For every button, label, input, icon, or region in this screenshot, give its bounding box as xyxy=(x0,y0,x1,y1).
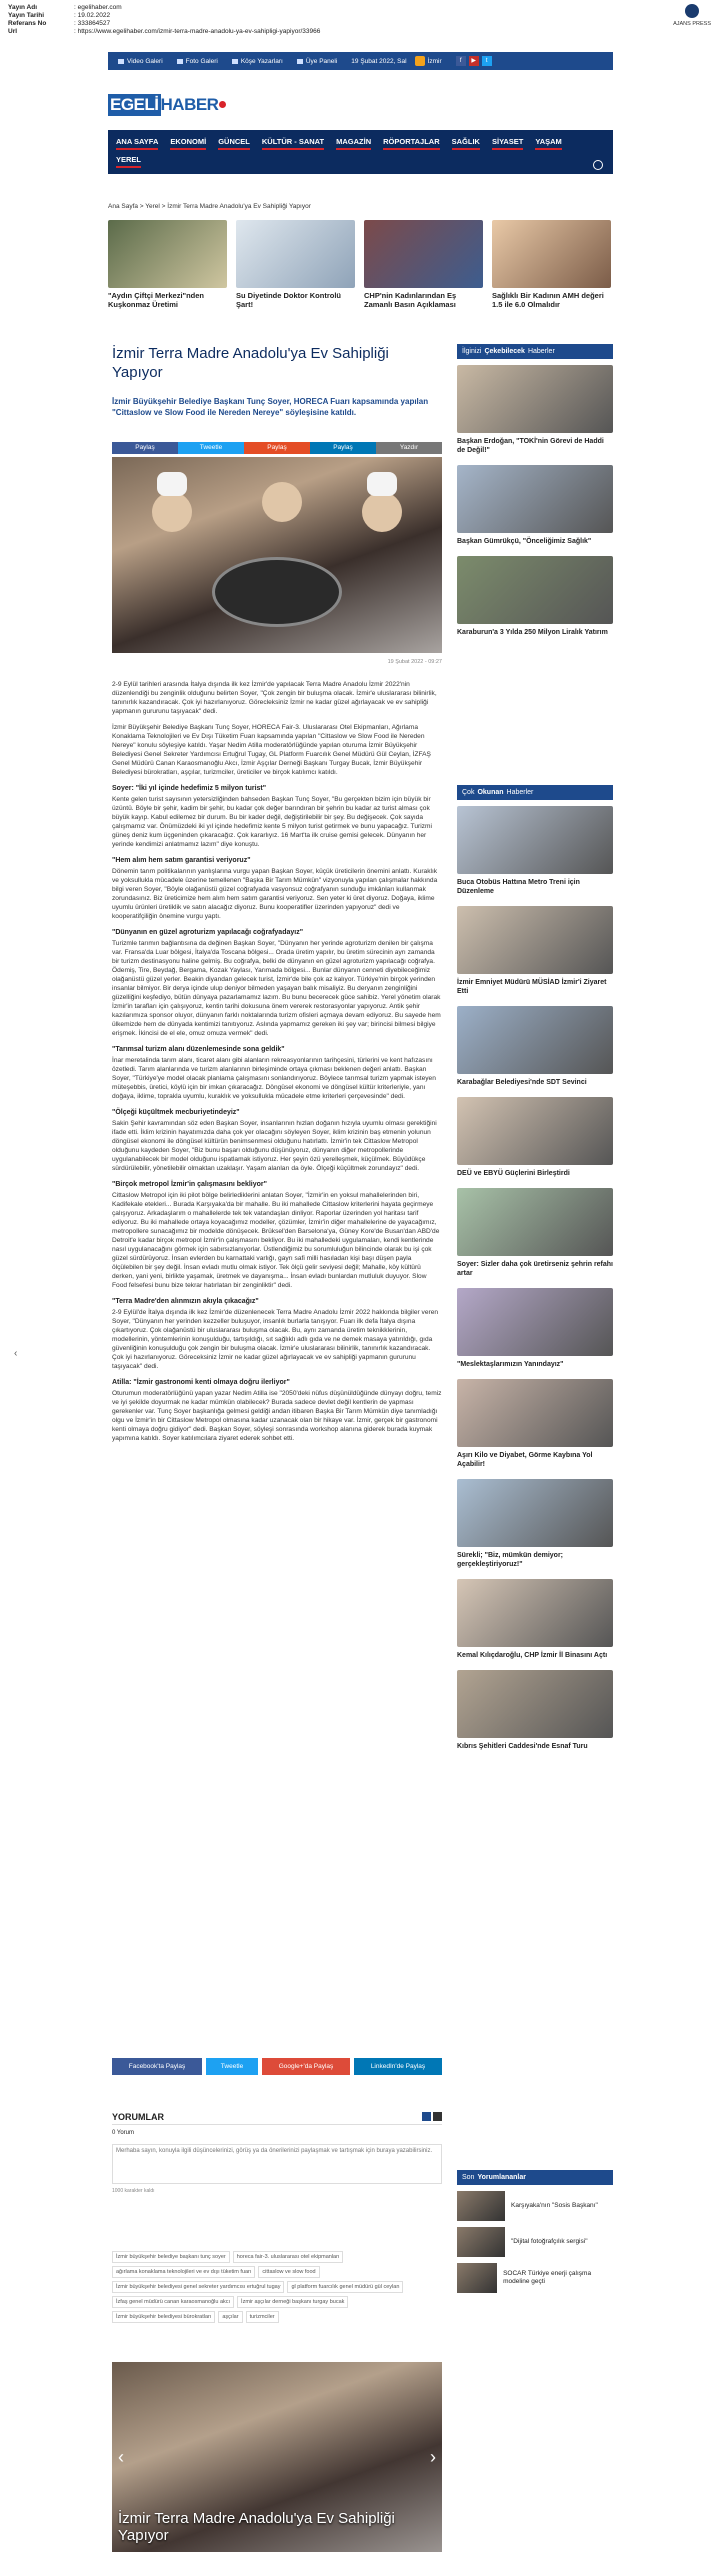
sidebar-header: Son Yorumlananlar xyxy=(457,2170,613,2185)
nav-item[interactable]: MAGAZİN xyxy=(336,137,371,150)
paragraph: Turizmle tarımın bağlantısına da değinen Başkan Soyer, "Dünyanın her yerinde agroturizm denilen bir çalışma var. Fransa'da Luar bölgesi, İtalya'da Toscana bölgesi... Orada üretim yapılır, bu üretim sürecinin ayrı zamanda bir turizm destinasyonu haline gelmiş. Bu coğrafya, belki de dünyanın en güzel agroturizm yapılacağı coğrafya. Ödemiş, Tire, Beydağ, Bergama, Kozak Yaylası, Yarımada bölgesi... Bunlar dünyanın cenneti diyebileceğimiz olağanüstü güzel yerler. Beakin diyandan gelecek turist, İzmir'de bile çok az kalıyor. Türkiye'nin birçok yerinden insanlar bilmiyor. Bir derya içinde ulup deniyor bilmeden yaşayan balık misaliyiz. Bu deryanın zenginliğini güzelliğini keşfediyo, bütün dünyaya pazarlamamız lazım. Bu bunu becerecek güce sahibiz. Yerel yönetim olarak İzmir'in tarafları için çalışıyoruz, kentin tarihi dokusuna önem vererek restorasyonlar yapıyoruz. Antik şehir kazılarımıza sponsor oluyor, dünyanın farklı noktalarında turizm ofisleri açmaya devam ediyoruz. Bu sayede hem ülkemizde hem de dünyada kentimizi tanıtıyoruz. Aslında yapmamız gereken iki şey var; birincisi bilmesi bilgiye erişmek. İkincisi de el ele, omuz omuza vermek" dedi. xyxy=(112,940,441,1037)
logo-text-haber: HABER xyxy=(160,94,219,114)
sidebar-most-read xyxy=(457,785,613,1761)
nav-item[interactable]: KÜLTÜR - SANAT xyxy=(262,137,324,150)
nav-item[interactable]: SİYASET xyxy=(492,137,523,150)
facebook-icon[interactable]: f xyxy=(456,56,466,66)
paragraph: 2-9 Eylül'de İtalya dışında ilk kez İzmir'de düzenlenecek Terra Madre Anadolu İzmir 2022 hakkında bilgiler veren Soyer, "Dünyanın her yerinden kezzeller buluşuyor, insanlık burlarla tanışıyor. Fuarı ilk defa İtalya dışına çıkartıyoruz. Çok olağanüstü bir uluslararası buluşma olacak. Bu, aynı zamanda üretim teknikklerinin, modellerinin, yöntemlerinin konuşulduğu, tartışıldığı, sıt sağlıklı adlı gıda ve ne demek masaya yatırıldığı, gıda güvenliğinin konuşulduğu çok zengin bir buluşma olacak. İzmir'e uluslararası bilinirlik, tanınırlık kazandıracak. Çok iyi hazırlanıyoruz. Göreceksiniz İzmir ne kadar güzel ağırlayacak ve ev sahipliği yapmanın gururunu taşıyacak" dedi. xyxy=(112,1309,439,1370)
article-body xyxy=(112,680,442,1450)
search-icon[interactable] xyxy=(593,160,603,170)
comments-title: YORUMLAR xyxy=(112,2112,164,2122)
sidebar-news-title: Başkan Gümrükçü, "Önceliğimiz Sağlık" xyxy=(457,538,592,545)
sidebar-news-image xyxy=(457,556,613,624)
current-date: 19 Şubat 2022, Sal xyxy=(351,57,407,65)
sidebar-news-image xyxy=(457,1670,613,1738)
sidebar-header: Çok Okunan Haberler xyxy=(457,785,613,800)
news-card[interactable] xyxy=(236,220,355,309)
site-logo[interactable] xyxy=(108,82,613,127)
last-commented-item[interactable] xyxy=(457,2191,613,2221)
article-date: 19 Şubat 2022 - 09:27 xyxy=(387,659,442,665)
sidebar-news-image xyxy=(457,1379,613,1447)
tag[interactable]: İzfaş genel müdürü canan karaosmanoğlu akcı xyxy=(112,2296,234,2308)
bottom-share-button[interactable]: Google+'da Paylaş xyxy=(262,2058,350,2075)
nav-item[interactable]: YEREL xyxy=(116,155,141,168)
tag[interactable]: İzmir büyükşehir belediyesi genel sekreter yardımcısı ertuğrul tugay xyxy=(112,2281,284,2293)
paragraph: Oturumun moderatörlüğünü yapan yazar Nedim Atilla ise "2050'deki nüfus düşünüldüğünde dünyayı doğru, temiz ve iyi şekilde doyurmak ne kadar mümkün olabilecek? Burada sadece devlet değil kentlerin de yapması gerekenler var. Tunç Soyer başkanlığa gelmesi geldiği andan itibaren Başka Bir Tarım Mümkün diye tanımladığı olgu ve İzmir'in bir Cittaslow Metropol olmasına kadar uzanacak olan bir hikaye var. İzmir, gerçek bir gastronomi kenti olmaya doğru gidiyor" dedi. Başkan Soyer, söyleşi sonrasında workshop alanına giderek burada kuymak yapımına katıldı. Soyer katılımcılara ziyaret ederek sohbet etti. xyxy=(112,1390,442,1442)
meta-value: : egelihaber.com xyxy=(74,4,122,11)
news-card-image xyxy=(364,220,483,288)
chef-hat xyxy=(157,472,187,496)
sidebar-news-image xyxy=(457,465,613,533)
share-button[interactable]: Paylaş xyxy=(244,442,310,454)
news-card-image xyxy=(236,220,355,288)
meta-row xyxy=(8,4,713,12)
tag-list xyxy=(112,2251,412,2323)
meta-key: Yayın Adı xyxy=(8,4,38,11)
user-icon xyxy=(297,59,303,64)
sidebar-news-item[interactable] xyxy=(457,1479,613,1569)
last-commented-item[interactable] xyxy=(457,2263,613,2293)
agency-name: AJANS PRESS xyxy=(673,21,711,27)
tag[interactable]: cittaslow ve slow food xyxy=(258,2266,319,2278)
sidebar-news-item[interactable] xyxy=(457,1579,613,1660)
sidebar-news-title: Sürekli; "Biz, mümkün demiyor; gerçekleştiriyoruz!" xyxy=(457,1552,564,1568)
tag[interactable]: horeca fair-3. uluslararası otel ekipmanları xyxy=(233,2251,344,2263)
sidebar-news-image xyxy=(457,906,613,974)
last-commented-item[interactable] xyxy=(457,2227,613,2257)
paragraph: Cittaslow Metropol için iki pilot bölge belirlediklerini anlatan Soyer, "İzmir'in en yoksul mahallelerinden biri, Kadifekale etekleri... Burada Karşıyaka'da bir mahalle. Bu iki mahallede Cittaslow kriterlerini hayata geçirmeye çalışıyoruz. Arkadaşlarım o mahallelerde tek tek vatandaşları dinliyor. Raporlar üzerinden yol haritası tarif ediyoruz. Bu iki mahallede ortaya koyacağımız modeller, çözümler, İzmir'in diğer mahallelerine de yayacağımız, metropollere sunacağımız bir modelde dönüşecek. Brüksel'den Barselona'ya, Güney Kore'de Busan'dan ABD'de Detroit'e kadar birçok metropol İzmir'in çalışmasını bekliyor. Bu iki mahalledeki uygulamaları, kendi kentlerinde nasıl uygulanacağını görmek için sabırsızlanıyorlar. Üstlendiğimiz bu sorumluluğun bilincinde olarak bu işi çok güzel sürdürüyoruz. İnsan evlerden bu karnattaki varlığı, gayrı safi milli hasıladan kişi başı düşen payla ölçülebilen bir şey değil. İnsan evladı mutlu olmak istiyor. Tek ölçü gelir seviyesi değil; Mahalle, köy kültürü derken, yani yeni, birlikte yaşamak, üretmek ve dayanışma... İnsan evladı bunlardan mutluluk duyuyor. Slow Food felsefesi bunu bize tekrar hatırlatan bir zenginliktir" dedi. xyxy=(112,1192,440,1289)
slider-caption[interactable]: İzmir Terra Madre Anadolu'ya Ev Sahipliği Yapıyor xyxy=(118,2510,395,2544)
article-hero-image xyxy=(112,457,442,653)
person-figure xyxy=(152,492,192,532)
news-card-image xyxy=(492,220,611,288)
sidebar-news-item[interactable] xyxy=(457,556,613,637)
meta-value: : https://www.egelihaber.com/izmir-terra-madre-anadolu-ya-ev-sahipligi-yapiyor/33966 xyxy=(74,28,321,35)
chevron-left-icon[interactable]: ‹ xyxy=(118,2447,124,2467)
sidebar-news-title: Buca Otobüs Hattına Metro Treni için Düzenleme xyxy=(457,879,580,895)
cooking-pan xyxy=(212,557,342,627)
bottom-share-button[interactable]: LinkedIn'de Paylaş xyxy=(354,2058,442,2075)
last-commented-title: "Dijital fotoğrafçılık sergisi" xyxy=(511,2238,588,2245)
share-bar xyxy=(112,442,442,454)
tag[interactable]: ağırlama konaklama teknolojileri ve ev dışı tüketim fuarı xyxy=(112,2266,255,2278)
press-meta xyxy=(0,0,721,48)
share-button[interactable]: Tweetle xyxy=(178,442,244,454)
news-card-title: Su Diyetinde Doktor Kontrolü Şart! xyxy=(236,291,341,309)
video-icon xyxy=(118,59,124,64)
video-gallery-link[interactable]: Video Galeri xyxy=(118,58,163,65)
meta-value: : 333864527 xyxy=(74,20,111,27)
agency-logo-icon xyxy=(685,4,699,18)
sidebar-news-item[interactable] xyxy=(457,1670,613,1751)
sidebar-news-title: Kemal Kılıçdaroğlu, CHP İzmir İl Binasını Açtı xyxy=(457,1652,608,1659)
sidebar-news-title: Karaburun'a 3 Yılda 250 Milyon Liralık Yatırım xyxy=(457,629,608,636)
sidebar-news-title: Soyer: Sizler daha çok üretirseniz şehrin refahı artar xyxy=(457,1261,613,1277)
meta-value: : 19.02.2022 xyxy=(74,12,111,19)
bottom-share-button[interactable]: Facebook'ta Paylaş xyxy=(112,2058,202,2075)
sidebar-news-item[interactable] xyxy=(457,906,613,996)
sidebar-news-item[interactable] xyxy=(457,806,613,896)
nav-item[interactable]: SAĞLIK xyxy=(452,137,480,150)
meta-row xyxy=(8,28,713,36)
news-card-title: Sağlıklı Bir Kadının AMH değeri 1.5 ile 6.0 Olmalıdır xyxy=(492,291,604,309)
sidebar-last-commented xyxy=(457,2170,613,2293)
nav-item[interactable]: RÖPORTAJLAR xyxy=(383,137,440,150)
sun-icon xyxy=(415,56,425,66)
chevron-right-icon[interactable]: › xyxy=(430,2447,436,2467)
bottom-share-button[interactable]: Tweetle xyxy=(206,2058,258,2075)
sidebar-news-image xyxy=(457,1006,613,1074)
sidebar-news-image xyxy=(457,1288,613,1356)
section-heading: "Ölçeği küçültmek mecburiyetindeyiz" xyxy=(112,1109,240,1116)
sidebar-news-item[interactable] xyxy=(457,1288,613,1369)
meta-key: Yayın Tarihi xyxy=(8,12,45,19)
section-heading: "Terra Madre'den alınmızın akıyla çıkacağız" xyxy=(112,1298,259,1305)
sidebar-news-image xyxy=(457,1188,613,1256)
char-limit: 1000 karakter kaldı xyxy=(112,2188,155,2194)
article-title: İzmir Terra Madre Anadolu'ya Ev Sahipliği Yapıyor xyxy=(112,345,389,381)
share-button[interactable]: Paylaş xyxy=(112,442,178,454)
comments-section xyxy=(112,2112,442,2194)
news-card-image xyxy=(108,220,227,288)
section-heading: Atilla: "İzmir gastronomi kenti olmaya doğru ilerliyor" xyxy=(112,1379,290,1386)
sidebar-news-title: Kıbrıs Şehitleri Caddesi'nde Esnaf Turu xyxy=(457,1743,588,1750)
section-heading: Soyer: "İki yıl içinde hedefimiz 5 milyon turist" xyxy=(112,785,267,792)
paragraph: Dönemin tarım politikalarının yanlışlarına vurgu yapan Başkan Soyer, küçük üreticilerin önemini anlattı. Kuraklık ve yoksullukla mücadele üzerine temellenen "Başka Bir Tarım Mümkün" vizyonuyla yapılan çalışmalar hakkında bilgi veren Soyer, "Böyle olağanüstü güzel coğrafyada vasyonsuz coğrafyanın sunduğu imkânları kullanmak zorundasınız. Biz üreticimize hem alım hem satım garantisi veriyoruz. Sen yeter ki üret diyoruz. Doğaya, iklime uyumlu ürünleri üretiklik ve satın alacağız diyoruz. Bunu kooperatifler üzerinden yapıyoruz" dedi ve kooperatifçiliğin önemine vurgu yaptı. xyxy=(112,868,438,920)
sidebar-news-item[interactable] xyxy=(457,1379,613,1469)
twitter-icon[interactable]: t xyxy=(482,56,492,66)
last-commented-image xyxy=(457,2191,505,2221)
sidebar-news-image xyxy=(457,1479,613,1547)
sidebar-news-title: DEÜ ve EBYÜ Güçlerini Birleştirdi xyxy=(457,1170,570,1177)
tag[interactable]: İzmir büyükşehir belediyesi bürokratları xyxy=(112,2311,215,2323)
sidebar-news-title: Karabağlar Belediyesi'nde SDT Sevinci xyxy=(457,1079,587,1086)
paragraph: 2-9 Eylül tarihleri arasında İtalya dışında ilk kez İzmir'de yapılacak Terra Madre Anadolu İzmir 2022'nin düzenlendiği bu zenginlik olduğunu belirten Soyer, "Çok zengin bir buluşma olacak. İzmir'e uluslararası bilinirlik, tanınırlık kazandıracak. Çok iyi hazırlanıyoruz. Görecleksiniz İzmir ne kadar güzel ağırlayacak ve ev sahipliği yapmanın gururunu taşıyacak" dedi. xyxy=(112,681,437,715)
person-figure xyxy=(262,482,302,522)
meta-key: Url xyxy=(8,28,18,35)
youtube-icon[interactable]: ▶ xyxy=(469,56,479,66)
tag[interactable]: İzmir aşçılar derneği başkanı turgay bucak xyxy=(237,2296,348,2308)
facebook-icon[interactable] xyxy=(422,2112,431,2121)
section-heading: "Hem alım hem satım garantisi veriyoruz" xyxy=(112,857,251,864)
sidebar-news-image xyxy=(457,806,613,874)
bottom-slider xyxy=(112,2362,442,2552)
chevron-left-icon[interactable]: ‹ xyxy=(14,1348,18,1359)
sidebar-news-item[interactable] xyxy=(457,1097,613,1178)
article-spot: İzmir Büyükşehir Belediye Başkanı Tunç Soyer, HORECA Fuarı kapsamında yapılan "Cittaslow ve Slow Food ile Nereden Nereye" söyleşisine katıldı. xyxy=(112,397,429,417)
sidebar-news-item[interactable] xyxy=(457,1188,613,1278)
social-links xyxy=(456,56,492,66)
sidebar-header: İlginizi Çekebilecek Haberler xyxy=(457,344,613,359)
news-card[interactable] xyxy=(364,220,483,309)
last-commented-title: SOCAR Türkiye enerji çalışma modeline geçti xyxy=(503,2270,592,2285)
member-panel-link[interactable]: Üye Paneli xyxy=(297,58,337,65)
sidebar-interesting xyxy=(457,344,613,647)
news-card[interactable] xyxy=(492,220,611,309)
paragraph: Sakin Şehir kavramından söz eden Başkan Soyer, insanlarının hızlan doğanın hızıyla uyumlu olması gerektiğini ifade etti. İklim krizinin hayatımızda daha çok yer olacağını söyleyen Soyer, iklim krizinin baş etmenin yolunun döngüsel ekonomi ile döngüsel kültürün benimsenmesi olduğunu hatırlattı. İzmir'in tek Cittaslow Metropol olduğunu kaydeden Soyer, "Biz bunu başarı olduğunu düşünüyoruz, dünyanın diğer metropollerinde uygulanabilecek bir model olduğunu ispatlamak istiyoruz. Her şeyin özü yerelleşmek, küçülmek. Büyüdükçe sürdürülebilir, yönetilebilir olmaktan uzaklaşır. Yaşam alanları da öyle. Ölçeği küçültmek zorundayız" dedi. xyxy=(112,1120,437,1172)
last-commented-image xyxy=(457,2227,505,2257)
columnists-link[interactable]: Köşe Yazarları xyxy=(232,58,283,65)
sidebar-news-item[interactable] xyxy=(457,365,613,455)
nav-item[interactable]: EKONOMİ xyxy=(170,137,206,150)
nav-item[interactable]: GÜNCEL xyxy=(218,137,250,150)
sidebar-news-title: Başkan Erdoğan, "TOKİ'nin Görevi de Haddi de Değil!" xyxy=(457,438,604,454)
share-button[interactable]: Yazdır xyxy=(376,442,442,454)
comment-count: 0 Yorum xyxy=(112,2130,135,2136)
meta-key: Referans No xyxy=(8,20,47,27)
last-commented-title: Karşıyaka'nın "Sosis Başkanı" xyxy=(511,2202,598,2209)
news-card-title: CHP'nin Kadınlarından Eş Zamanlı Basın Açıklaması xyxy=(364,291,457,309)
sidebar-news-title: Aşırı Kilo ve Diyabet, Görme Kaybına Yol Açabilir! xyxy=(457,1452,593,1468)
pen-icon xyxy=(232,59,238,64)
section-heading: "Tarımsal turizm alanı düzenlemesinde sona geldik" xyxy=(112,1046,285,1053)
news-card[interactable] xyxy=(108,220,227,309)
bottom-share-bar xyxy=(112,2058,442,2075)
news-card-title: "Aydın Çiftçi Merkezi"nden Kuşkonmaz Üretimi xyxy=(108,291,205,309)
person-figure xyxy=(362,492,402,532)
sidebar-news-title: İzmir Emniyet Müdürü MÜSİAD İzmir'i Ziyaret Etti xyxy=(457,979,607,995)
photo-gallery-link[interactable]: Foto Galeri xyxy=(177,58,218,65)
chef-hat xyxy=(367,472,397,496)
paragraph: Kente gelen turist sayısının yetersizliğinden bahseden Başkan Tunç Soyer, "Bu gerçekten bizim için büyük bir üzüntü. Böyle bir şehir, kadim bir şehir, bu kadar çok değer barındıran bir şehrin bu kadar az turist alması çok büyük kayıp. Kabul edilemez bir durum. Bu bir kader değil, değiştirilebilir bir şey. Bu değişecek. Çok sayıda çalışmamız var. Önümüzdeki iki yıl içinde hedefimiz kente 5 milyon turist getirmek ve bunu yapacağız. Turizmi güneş deniz kum üçgeninden çıkaracağız. Çok kararlıyız. 16 Mart'ta ilk cruise gemisi gelecek. Dünyanın her yerinde kendimizi anlatmamız lazım" diye konuştu. xyxy=(112,796,432,848)
top-bar xyxy=(108,52,613,70)
main-nav xyxy=(108,130,613,174)
logo-text-ege: EGELİ xyxy=(110,94,159,114)
last-commented-image xyxy=(457,2263,497,2293)
logo-dot-icon xyxy=(219,101,226,108)
nav-item[interactable]: YAŞAM xyxy=(535,137,561,150)
share-button[interactable]: Paylaş xyxy=(310,442,376,454)
sidebar-news-item[interactable] xyxy=(457,465,613,546)
weather-widget xyxy=(415,56,442,66)
meta-row xyxy=(8,12,713,20)
sidebar-news-title: "Meslektaşlarımızın Yanındayız" xyxy=(457,1361,564,1368)
section-heading: "Dünyanın en güzel agroturizm yapılacağı coğrafyadayız" xyxy=(112,929,304,936)
sidebar-news-image xyxy=(457,1097,613,1165)
sidebar-news-image xyxy=(457,365,613,433)
chat-icon[interactable] xyxy=(433,2112,442,2121)
photo-icon xyxy=(177,59,183,64)
tag[interactable]: aşçılar xyxy=(218,2311,242,2323)
tag[interactable]: turizmciler xyxy=(246,2311,279,2323)
tag[interactable]: gl platform fuarcılık genel müdürü gül ceylan xyxy=(287,2281,403,2293)
comment-input[interactable] xyxy=(112,2144,442,2184)
sidebar-news-image xyxy=(457,1579,613,1647)
related-cards xyxy=(108,220,613,309)
tag[interactable]: İzmir büyükşehir belediye başkanı tunç soyer xyxy=(112,2251,230,2263)
sidebar-news-item[interactable] xyxy=(457,1006,613,1087)
breadcrumb: Ana Sayfa > Yerel > İzmir Terra Madre Anadolu'ya Ev Sahipliği Yapıyor xyxy=(108,203,311,210)
agency-logo xyxy=(673,4,711,28)
weather-city: İzmir xyxy=(427,57,442,65)
section-heading: "Birçok metropol İzmir'in çalışmasını bekliyor" xyxy=(112,1181,267,1188)
paragraph: İnar meretalinda tarım alanı, ticaret alanı gibi alanların rekreasyonlarının tarihçesini, türlerini ve kent hafızasını özetledi. Tarım alanlarında ve turizm alanlarının birleşiminde ortaya çıkması beklenen değeri anlattı. Başkan Soyer, "Türkiye'ye model olacak planlama çalışmasını sonlandırıyoruz. Böylece tarımsal turizm yapmak isteyen müteşebbis, üretici, köylü için bir imkan çıkaracağız. Döngüsel ekonomi ve döngüsel kültür kriterleriyle, yanı doğaya, iklime, toprakla uyumlu, kuraklık ve yoksullukla mücadele etme kriterleri çerçevesinde" dedi. xyxy=(112,1057,436,1100)
paragraph: İzmir Büyükşehir Belediye Başkanı Tunç Soyer, HORECA Fair-3. Uluslararası Otel Ekipmanları, Ağırlama Konaklama Teknolojileri ve Ev Dışı Tüketim Fuarı kapsamında yapılan "Cittaslow ve Slow Food ile Nereden Nereye" konulu söyleşiye katıldı. Yaşar Nedim Atilla moderatörlüğünde yapılan oturuma İzmir Büyükşehir Belediyesi Genel Sekreter Yardımcısı Ertuğrul Tugay, GL Platform Fuarcılık Genel Müdürü Gül Ceylan, İZFAŞ Genel Müdürü Canan Karaosmanoğlu Akcı, İzmir Aşçılar Derneği Başkanı Turgay Bucak, İzmir Büyükşehir Belediyesi bürokratları, aşçılar, turizmciler, üreticiler ve birçok katılımcı katıldı. xyxy=(112,724,431,776)
meta-row xyxy=(8,20,713,28)
nav-item[interactable]: ANA SAYFA xyxy=(116,137,158,150)
